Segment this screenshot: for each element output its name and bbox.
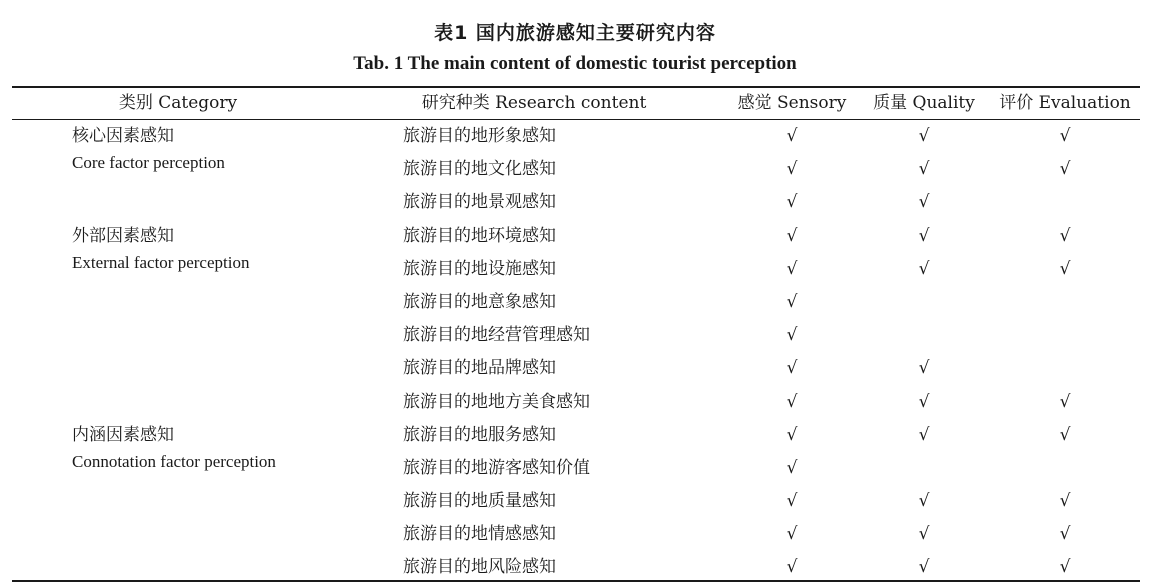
header-rule (12, 119, 1140, 120)
quality-check: √ (918, 159, 930, 179)
evaluation-check: √ (1059, 557, 1071, 577)
sensory-check: √ (786, 524, 798, 544)
sensory-check: √ (786, 458, 798, 478)
sensory-check: √ (786, 292, 798, 312)
table-title-cn: 表1 国内旅游感知主要研究内容 (434, 22, 716, 44)
quality-check: √ (918, 392, 930, 412)
sensory-check: √ (786, 126, 798, 146)
header-quality: 质量 Quality (873, 93, 975, 113)
quality-check: √ (918, 226, 930, 246)
sensory-check: √ (786, 392, 798, 412)
category-external-cn: 外部因素感知 (72, 226, 174, 246)
research-content: 旅游目的地情感感知 (403, 524, 556, 544)
research-content: 旅游目的地环境感知 (403, 226, 556, 246)
table-title-en: Tab. 1 The main content of domestic tourist perception (353, 53, 797, 74)
evaluation-check: √ (1059, 226, 1071, 246)
evaluation-check: √ (1059, 259, 1071, 279)
sensory-check: √ (786, 325, 798, 345)
evaluation-check: √ (1059, 491, 1071, 511)
quality-check: √ (918, 358, 930, 378)
header-sensory: 感觉 Sensory (737, 93, 847, 113)
top-rule (12, 86, 1140, 88)
research-content: 旅游目的地品牌感知 (403, 358, 556, 378)
sensory-check: √ (786, 557, 798, 577)
research-content: 旅游目的地质量感知 (403, 491, 556, 511)
bottom-rule (12, 580, 1140, 582)
sensory-check: √ (786, 192, 798, 212)
research-content: 旅游目的地景观感知 (403, 192, 556, 212)
header-research-content: 研究种类 Research content (421, 93, 647, 113)
quality-check: √ (918, 557, 930, 577)
research-content: 旅游目的地设施感知 (403, 259, 556, 279)
evaluation-check: √ (1059, 425, 1071, 445)
research-content: 旅游目的地服务感知 (403, 425, 556, 445)
quality-check: √ (918, 425, 930, 445)
category-core-en: Core factor perception (72, 153, 225, 172)
quality-check: √ (918, 491, 930, 511)
header-evaluation: 评价 Evaluation (999, 93, 1131, 113)
research-content: 旅游目的地经营管理感知 (403, 325, 590, 345)
sensory-check: √ (786, 159, 798, 179)
category-core-cn: 核心因素感知 (72, 126, 174, 146)
research-content: 旅游目的地形象感知 (403, 126, 556, 146)
sensory-check: √ (786, 425, 798, 445)
research-content: 旅游目的地意象感知 (403, 292, 556, 312)
category-connotation-cn: 内涵因素感知 (72, 425, 174, 445)
quality-check: √ (918, 259, 930, 279)
sensory-check: √ (786, 259, 798, 279)
evaluation-check: √ (1059, 159, 1071, 179)
research-content: 旅游目的地游客感知价值 (403, 458, 590, 478)
header-category: 类别 Category (118, 93, 238, 113)
evaluation-check: √ (1059, 392, 1071, 412)
evaluation-check: √ (1059, 524, 1071, 544)
category-external-en: External factor perception (72, 253, 250, 272)
research-content: 旅游目的地风险感知 (403, 557, 556, 577)
category-connotation-en: Connotation factor perception (72, 452, 276, 471)
evaluation-check: √ (1059, 126, 1071, 146)
quality-check: √ (918, 192, 930, 212)
quality-check: √ (918, 524, 930, 544)
quality-check: √ (918, 126, 930, 146)
sensory-check: √ (786, 358, 798, 378)
sensory-check: √ (786, 226, 798, 246)
research-content: 旅游目的地地方美食感知 (403, 392, 590, 412)
research-content: 旅游目的地文化感知 (403, 159, 556, 179)
sensory-check: √ (786, 491, 798, 511)
